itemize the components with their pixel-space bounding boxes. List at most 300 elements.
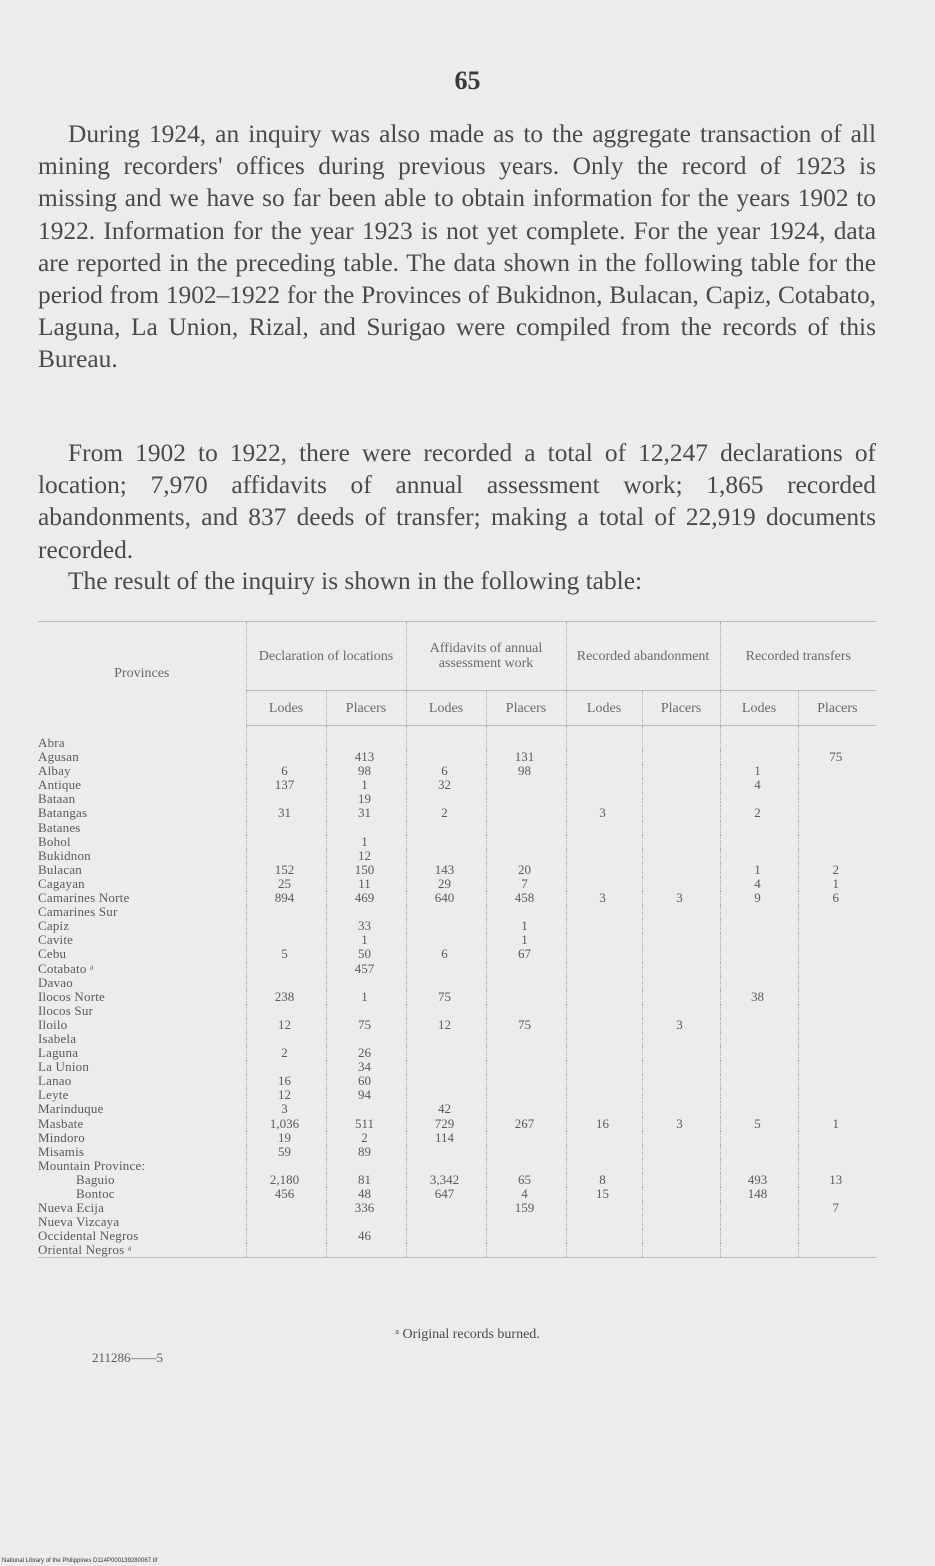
table-cell: 12 [326, 849, 406, 863]
table-cell: 67 [486, 947, 566, 961]
table-cell [798, 1229, 876, 1243]
province-name: Marinduque [38, 1102, 104, 1117]
table-cell: 457 [326, 962, 406, 976]
table-cell: 131 [486, 750, 566, 764]
table-cell: 34 [326, 1060, 406, 1074]
table-cell: 65 [486, 1173, 566, 1187]
table-cell [566, 1004, 642, 1018]
table-cell [642, 726, 720, 751]
paragraph-2-text: From 1902 to 1922, there were recorded a total of 12,247 declarations of location; 7,970 affidavits of annual assessment work; 1,865 recorded abandonments, and 837 deeds of transfer; making a total of 22,919 documents recorded. [38, 439, 876, 564]
table-cell: 48 [326, 1187, 406, 1201]
table-cell: 1 [798, 877, 876, 891]
table-cell [798, 849, 876, 863]
table-cell: 1 [798, 1117, 876, 1131]
table-cell [798, 947, 876, 961]
table-cell: 1 [486, 933, 566, 947]
province-name: Bulacan [38, 862, 82, 877]
table-cell: 2 [246, 1046, 326, 1060]
table-cell: 75 [406, 990, 486, 1004]
table-cell [406, 1215, 486, 1229]
province-name: Cotabato ᵃ [38, 961, 94, 976]
table-cell [406, 1201, 486, 1215]
province-name: Laguna [38, 1046, 79, 1061]
paragraph-1-text: During 1924, an inquiry was also made as to the aggregate transaction of all mining recorders' offices during previous years. Only the record of 1923 is missing and we have so far been able to obtain information for the years 1902 to 1922. Information for the year 1923 is not yet complete. For the year 1924, data are reported in the preceding table. The data shown in the following table for the period from 1902–1922 for the Provinces of Bukidnon, Bulacan, Capiz, Cotabato, Laguna, La Union, Rizal, and Surigao were compiled from the records of this Bureau. [38, 120, 876, 374]
table-cell [486, 1145, 566, 1159]
province-name: Oriental Negros ᵃ [38, 1243, 246, 1258]
table-cell: 640 [406, 891, 486, 905]
table-cell [798, 1074, 876, 1088]
table-cell [326, 821, 406, 835]
table-cell: 1 [720, 764, 798, 778]
table-cell [720, 962, 798, 976]
table-cell [798, 1102, 876, 1116]
table-cell: 2 [406, 806, 486, 820]
table-cell [406, 1004, 486, 1018]
table-cell [566, 764, 642, 778]
table-cell: 4 [720, 877, 798, 891]
table-row [38, 1088, 876, 1102]
table-cell: 15 [566, 1187, 642, 1201]
table-cell [566, 1145, 642, 1159]
table-cell [798, 919, 876, 933]
table-cell: 3,342 [406, 1173, 486, 1187]
table-cell: 143 [406, 863, 486, 877]
table-cell [486, 962, 566, 976]
table-cell [642, 1060, 720, 1074]
table-cell [486, 726, 566, 751]
table-cell [720, 919, 798, 933]
mining-records-table [38, 621, 876, 1258]
table-cell [566, 849, 642, 863]
table-cell [246, 1229, 326, 1243]
table-cell [326, 905, 406, 919]
table-cell [566, 1018, 642, 1032]
sub-header-lodes: Lodes [246, 691, 326, 726]
table-row [38, 1145, 876, 1159]
table-cell [720, 1088, 798, 1102]
table-cell [720, 976, 798, 990]
table-cell [642, 933, 720, 947]
table-cell [642, 1159, 720, 1173]
table-row [38, 962, 876, 976]
table-cell [720, 1046, 798, 1060]
table-cell [566, 962, 642, 976]
table-cell [566, 792, 642, 806]
table-cell: 81 [326, 1173, 406, 1187]
table-cell [566, 1088, 642, 1102]
table-row [38, 1102, 876, 1116]
table-row [38, 905, 876, 919]
table-row [38, 1046, 876, 1060]
table-cell [566, 750, 642, 764]
table-cell: 336 [326, 1201, 406, 1215]
table-cell [246, 849, 326, 863]
table-cell [566, 821, 642, 835]
table-cell [566, 835, 642, 849]
table-cell [486, 806, 566, 820]
table-row [38, 1159, 876, 1173]
table-cell: 12 [246, 1088, 326, 1102]
table-cell: 148 [720, 1187, 798, 1201]
table-cell [798, 1131, 876, 1145]
table-cell: 1 [326, 835, 406, 849]
table-cell: 9 [720, 891, 798, 905]
table-row [38, 1243, 876, 1258]
table-cell: 647 [406, 1187, 486, 1201]
table-cell: 3 [642, 1018, 720, 1032]
table-cell [642, 919, 720, 933]
table-cell [642, 976, 720, 990]
table-cell: 19 [246, 1131, 326, 1145]
table-cell [798, 1032, 876, 1046]
province-name: Lanao [38, 1074, 72, 1089]
table-cell [326, 1004, 406, 1018]
table-cell [566, 905, 642, 919]
group-header-transfers: Recorded transfers [720, 622, 876, 691]
table-cell [798, 1018, 876, 1032]
table-cell [486, 1229, 566, 1243]
table-row [38, 1004, 876, 1018]
signature-mark: 211286——5 [92, 1350, 164, 1365]
table-cell [406, 1243, 486, 1258]
province-name: Capiz [38, 919, 70, 934]
province-name: Abra [38, 734, 65, 750]
table-cell: 5 [246, 947, 326, 961]
table-cell: 46 [326, 1229, 406, 1243]
table-row [38, 849, 876, 863]
table-cell [246, 905, 326, 919]
table-cell [326, 1215, 406, 1229]
province-name: Misamis [38, 1144, 85, 1159]
table-row [38, 1018, 876, 1032]
table-cell: 1 [326, 778, 406, 792]
table-cell [566, 863, 642, 877]
table-cell [566, 976, 642, 990]
group-header-abandonment: Recorded abandonment [566, 622, 720, 691]
table-cell [246, 792, 326, 806]
province-name: Ilocos Norte [38, 989, 106, 1004]
table-row [38, 919, 876, 933]
table-cell: 150 [326, 863, 406, 877]
province-name: Baguio [76, 1172, 115, 1187]
table-cell [246, 1215, 326, 1229]
table-cell [486, 1004, 566, 1018]
table-cell [326, 726, 406, 751]
table-cell: 1 [486, 919, 566, 933]
table-row [38, 891, 876, 905]
sub-header-placers: Placers [642, 691, 720, 726]
table-cell: 1 [326, 990, 406, 1004]
table-cell [566, 1215, 642, 1229]
table-cell [798, 792, 876, 806]
table-cell [642, 806, 720, 820]
table-cell [406, 792, 486, 806]
table-cell [720, 1159, 798, 1173]
table-cell: 729 [406, 1117, 486, 1131]
table-cell [642, 1131, 720, 1145]
table-cell: 50 [326, 947, 406, 961]
table-cell [642, 1201, 720, 1215]
table-cell [486, 1046, 566, 1060]
province-name: Bontoc [76, 1187, 115, 1201]
group-header-affidavits: Affidavits of annual assessment work [406, 622, 566, 691]
table-cell [246, 750, 326, 764]
page-number: 65 [454, 66, 481, 95]
table-cell [486, 1131, 566, 1145]
table-cell [798, 835, 876, 849]
table-cell [406, 849, 486, 863]
table-cell: 2 [720, 806, 798, 820]
province-name: Davao [38, 975, 73, 990]
table-cell: 3 [566, 806, 642, 820]
table-cell [406, 726, 486, 751]
province-name: Mountain Province: [38, 1158, 146, 1173]
table-cell [642, 947, 720, 961]
province-name: Bataan [38, 792, 76, 807]
table-cell [642, 1145, 720, 1159]
table-cell [720, 1201, 798, 1215]
table-cell [566, 1032, 642, 1046]
table-cell [486, 990, 566, 1004]
table-row [38, 1032, 876, 1046]
table-cell [720, 792, 798, 806]
table-cell: 29 [406, 877, 486, 891]
table-row [38, 835, 876, 849]
paragraph-3 [38, 565, 876, 597]
table-cell: 4 [486, 1187, 566, 1201]
table-cell: 59 [246, 1145, 326, 1159]
table-cell [798, 1145, 876, 1159]
table-cell [486, 1215, 566, 1229]
table-cell [642, 990, 720, 1004]
table-cell: 469 [326, 891, 406, 905]
table-cell: 1 [326, 933, 406, 947]
table-cell [486, 1088, 566, 1102]
table-cell: 511 [326, 1117, 406, 1131]
table-cell [798, 990, 876, 1004]
table-cell [720, 933, 798, 947]
table-cell [798, 905, 876, 919]
table-cell [566, 1046, 642, 1060]
table-cell [642, 1243, 720, 1258]
table-cell [406, 1046, 486, 1060]
table-cell: 7 [798, 1201, 876, 1215]
paragraph-1 [38, 118, 876, 376]
table-cell: 2 [798, 863, 876, 877]
table-cell [720, 1145, 798, 1159]
province-name: Camarines Sur [38, 905, 118, 920]
table-cell [798, 1187, 876, 1201]
table-row [38, 792, 876, 806]
table-cell: 159 [486, 1201, 566, 1215]
province-name: Nueva Ecija [38, 1201, 105, 1216]
table-cell: 4 [720, 778, 798, 792]
province-name: Antique [38, 778, 82, 793]
table-row [38, 1215, 876, 1229]
table-cell [566, 1201, 642, 1215]
footnote: ᵃ Original records burned. [395, 1327, 540, 1342]
table-cell [246, 919, 326, 933]
table-cell [486, 976, 566, 990]
table-cell: 20 [486, 863, 566, 877]
table-row [38, 1229, 876, 1243]
table-cell [246, 726, 326, 751]
table-cell: 38 [720, 990, 798, 1004]
paragraph-3-text: The result of the inquiry is shown in the following table: [68, 567, 643, 595]
table-cell: 493 [720, 1173, 798, 1187]
table-row [38, 947, 876, 961]
table-cell [642, 1074, 720, 1088]
province-name: Batangas [38, 806, 88, 821]
table-cell: 19 [326, 792, 406, 806]
table-cell: 26 [326, 1046, 406, 1060]
sub-header-placers: Placers [486, 691, 566, 726]
province-name: Agusan [38, 750, 79, 765]
table-row [38, 933, 876, 947]
table-cell [486, 1243, 566, 1258]
table-cell [798, 1215, 876, 1229]
table-cell [642, 863, 720, 877]
table-cell [642, 821, 720, 835]
table-cell [798, 778, 876, 792]
table-row [38, 778, 876, 792]
table-cell [566, 947, 642, 961]
table-cell [486, 1159, 566, 1173]
table-cell [406, 919, 486, 933]
province-name: Iloilo [38, 1017, 68, 1032]
province-name: Cagayan [38, 876, 85, 891]
table-cell [246, 976, 326, 990]
table-cell [642, 849, 720, 863]
table-cell [798, 1243, 876, 1258]
table-cell [720, 1060, 798, 1074]
table-cell [566, 933, 642, 947]
table-cell: 31 [326, 806, 406, 820]
group-header-declaration: Declaration of locations [246, 622, 406, 691]
table-cell [246, 1243, 326, 1258]
table-cell [720, 1018, 798, 1032]
table-cell: 3 [642, 1117, 720, 1131]
table-cell [720, 835, 798, 849]
table-row [38, 764, 876, 778]
table-row [38, 750, 876, 764]
table-cell [406, 1088, 486, 1102]
table-cell [406, 1145, 486, 1159]
table-cell [486, 1074, 566, 1088]
table-cell [566, 726, 642, 751]
table-cell [720, 1229, 798, 1243]
table-cell: 456 [246, 1187, 326, 1201]
table-cell [798, 1046, 876, 1060]
credit-line: National Library of the Philippines D114P000139280067.tif [2, 1558, 158, 1564]
sub-header-lodes: Lodes [406, 691, 486, 726]
table-cell [720, 1102, 798, 1116]
table-cell [566, 1131, 642, 1145]
table-cell [246, 821, 326, 835]
table-cell: 238 [246, 990, 326, 1004]
table-cell [486, 905, 566, 919]
table-row [38, 990, 876, 1004]
table-cell [798, 1159, 876, 1173]
table-cell [406, 1060, 486, 1074]
table-cell: 137 [246, 778, 326, 792]
table-row [38, 1173, 876, 1187]
table-cell [406, 933, 486, 947]
table-cell [720, 1243, 798, 1258]
table-cell [642, 835, 720, 849]
table-cell [720, 947, 798, 961]
table-cell [406, 1229, 486, 1243]
table-cell [406, 750, 486, 764]
table-cell: 1,036 [246, 1117, 326, 1131]
province-name: Batanes [38, 820, 81, 835]
table-cell: 458 [486, 891, 566, 905]
table-cell [798, 806, 876, 820]
province-name: Cebu [38, 947, 67, 962]
table-cell [642, 1229, 720, 1243]
table-cell: 413 [326, 750, 406, 764]
table-cell: 16 [246, 1074, 326, 1088]
table-cell [406, 821, 486, 835]
table-cell [486, 821, 566, 835]
table-cell [326, 1102, 406, 1116]
table-cell [566, 778, 642, 792]
table-cell [486, 792, 566, 806]
table-cell [246, 835, 326, 849]
table-cell [566, 1229, 642, 1243]
table-cell: 75 [798, 750, 876, 764]
table-cell [642, 1187, 720, 1201]
table-cell [642, 1004, 720, 1018]
table-cell: 31 [246, 806, 326, 820]
table-cell [720, 905, 798, 919]
table-cell: 267 [486, 1117, 566, 1131]
table-cell [406, 905, 486, 919]
table-cell [406, 1159, 486, 1173]
table-cell [798, 1004, 876, 1018]
table-cell [486, 849, 566, 863]
table-cell [246, 962, 326, 976]
table-cell [566, 919, 642, 933]
table-cell [642, 1088, 720, 1102]
table-cell [566, 877, 642, 891]
table-cell: 7 [486, 877, 566, 891]
table-cell: 98 [486, 764, 566, 778]
table-row [38, 1117, 876, 1131]
table-row [38, 976, 876, 990]
table-cell [642, 905, 720, 919]
table-cell [798, 1088, 876, 1102]
table-cell [720, 1074, 798, 1088]
table-body [38, 726, 876, 1258]
table-cell [246, 1060, 326, 1074]
table-cell: 6 [406, 947, 486, 961]
table-cell: 13 [798, 1173, 876, 1187]
paragraph-2 [38, 437, 876, 566]
table-cell [642, 1046, 720, 1060]
table-cell [326, 1032, 406, 1046]
table-cell [406, 1032, 486, 1046]
table-cell: 16 [566, 1117, 642, 1131]
table-row [38, 726, 876, 751]
table-cell: 32 [406, 778, 486, 792]
table-cell [720, 849, 798, 863]
table-cell: 894 [246, 891, 326, 905]
province-name: Cavite [38, 933, 74, 948]
table-cell [642, 764, 720, 778]
table-cell: 3 [642, 891, 720, 905]
table-cell [486, 835, 566, 849]
